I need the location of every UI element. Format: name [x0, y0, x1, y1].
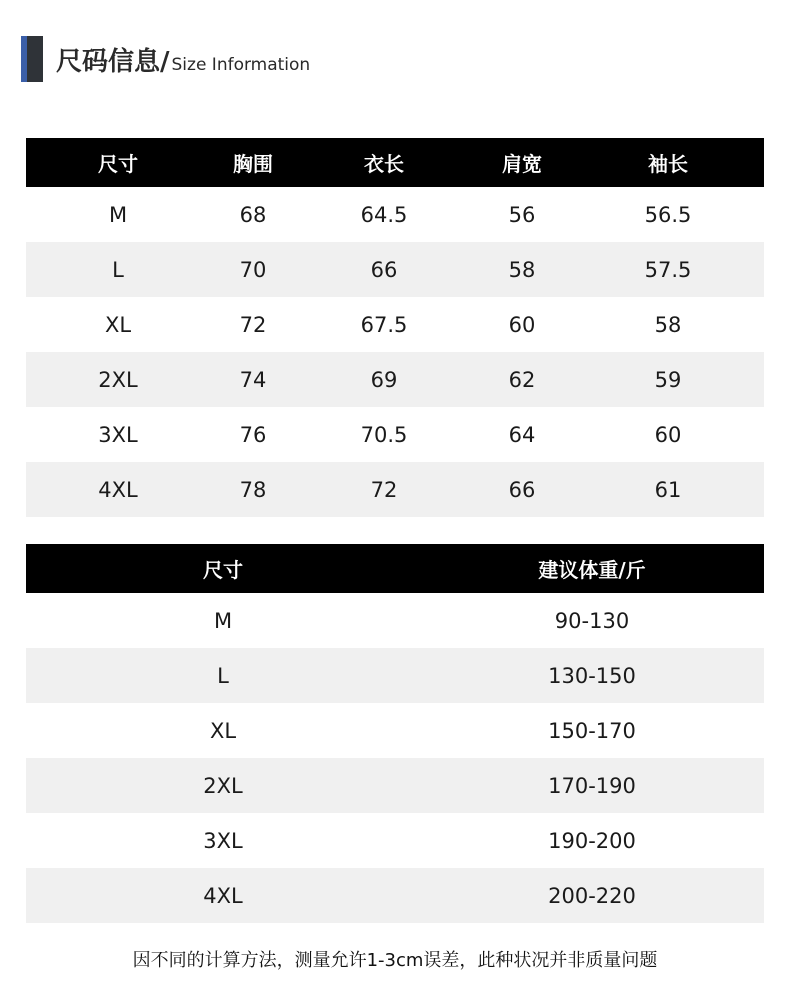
- weight-table-header: [26, 544, 764, 593]
- size-table-cell: 70.5: [296, 407, 472, 462]
- size-table-cell: 64.5: [296, 187, 472, 242]
- table-row: [26, 813, 764, 868]
- weight-table-cell: 90-130: [420, 593, 764, 648]
- size-table-cell: 58: [472, 242, 572, 297]
- table-row: [26, 352, 764, 407]
- table-row: [26, 462, 764, 517]
- weight-recommendation-table: [26, 544, 764, 923]
- size-table-cell: 62: [472, 352, 572, 407]
- size-table-cell: 2XL: [26, 352, 210, 407]
- table-row: [26, 868, 764, 923]
- weight-table-header-cell: 建议体重/斤: [420, 544, 764, 593]
- size-table-cell: 56: [472, 187, 572, 242]
- size-table-cell: 67.5: [296, 297, 472, 352]
- weight-table-cell: 2XL: [26, 758, 420, 813]
- size-table-header-cell: 尺寸: [26, 138, 210, 187]
- size-table-cell: XL: [26, 297, 210, 352]
- table-row: [26, 297, 764, 352]
- title-chinese: 尺码信息/: [56, 46, 170, 77]
- size-table-cell: 56.5: [572, 187, 764, 242]
- page-title: [56, 41, 310, 78]
- header-accent-bar: [21, 36, 43, 82]
- weight-table-cell: 4XL: [26, 868, 420, 923]
- table-row: [26, 242, 764, 297]
- size-table-cell: 60: [572, 407, 764, 462]
- measurement-disclaimer: 因不同的计算方法，测量允许1-3cm误差，此种状况并非质量问题: [132, 950, 658, 971]
- size-table-cell: 69: [296, 352, 472, 407]
- size-table-cell: 76: [210, 407, 296, 462]
- weight-table-body: [26, 593, 764, 923]
- size-table-cell: L: [26, 242, 210, 297]
- size-table-header-cell: 袖长: [572, 138, 764, 187]
- size-table-cell: 70: [210, 242, 296, 297]
- table-row: [26, 648, 764, 703]
- size-table-body: [26, 187, 764, 517]
- size-table-cell: 66: [296, 242, 472, 297]
- weight-table-cell: 200-220: [420, 868, 764, 923]
- table-row: [26, 187, 764, 242]
- size-table-cell: 57.5: [572, 242, 764, 297]
- accent-bar-dark: [27, 36, 43, 82]
- weight-table-header-cell: 尺寸: [26, 544, 420, 593]
- size-table-cell: 68: [210, 187, 296, 242]
- size-table-cell: 66: [472, 462, 572, 517]
- size-table-header-cell: 胸围: [210, 138, 296, 187]
- size-table-cell: 59: [572, 352, 764, 407]
- size-table-cell: M: [26, 187, 210, 242]
- weight-table-cell: L: [26, 648, 420, 703]
- table-row: [26, 758, 764, 813]
- weight-table-cell: XL: [26, 703, 420, 758]
- weight-table-cell: M: [26, 593, 420, 648]
- weight-table-cell: 170-190: [420, 758, 764, 813]
- size-table-cell: 64: [472, 407, 572, 462]
- size-table-cell: 4XL: [26, 462, 210, 517]
- size-table-cell: 78: [210, 462, 296, 517]
- weight-table-cell: 190-200: [420, 813, 764, 868]
- size-table-header-cell: 衣长: [296, 138, 472, 187]
- size-table-cell: 74: [210, 352, 296, 407]
- table-row: [26, 407, 764, 462]
- size-table-cell: 72: [296, 462, 472, 517]
- title-english: Size Information: [171, 54, 311, 75]
- table-row: [26, 593, 764, 648]
- size-table-cell: 58: [572, 297, 764, 352]
- weight-table-cell: 130-150: [420, 648, 764, 703]
- table-row: [26, 703, 764, 758]
- section-header: [21, 36, 310, 82]
- size-table-cell: 3XL: [26, 407, 210, 462]
- weight-table-cell: 150-170: [420, 703, 764, 758]
- size-table-header: [26, 138, 764, 187]
- size-table-cell: 72: [210, 297, 296, 352]
- size-table-cell: 61: [572, 462, 764, 517]
- size-table-cell: 60: [472, 297, 572, 352]
- size-measurement-table: [26, 138, 764, 517]
- size-table-header-cell: 肩宽: [472, 138, 572, 187]
- weight-table-cell: 3XL: [26, 813, 420, 868]
